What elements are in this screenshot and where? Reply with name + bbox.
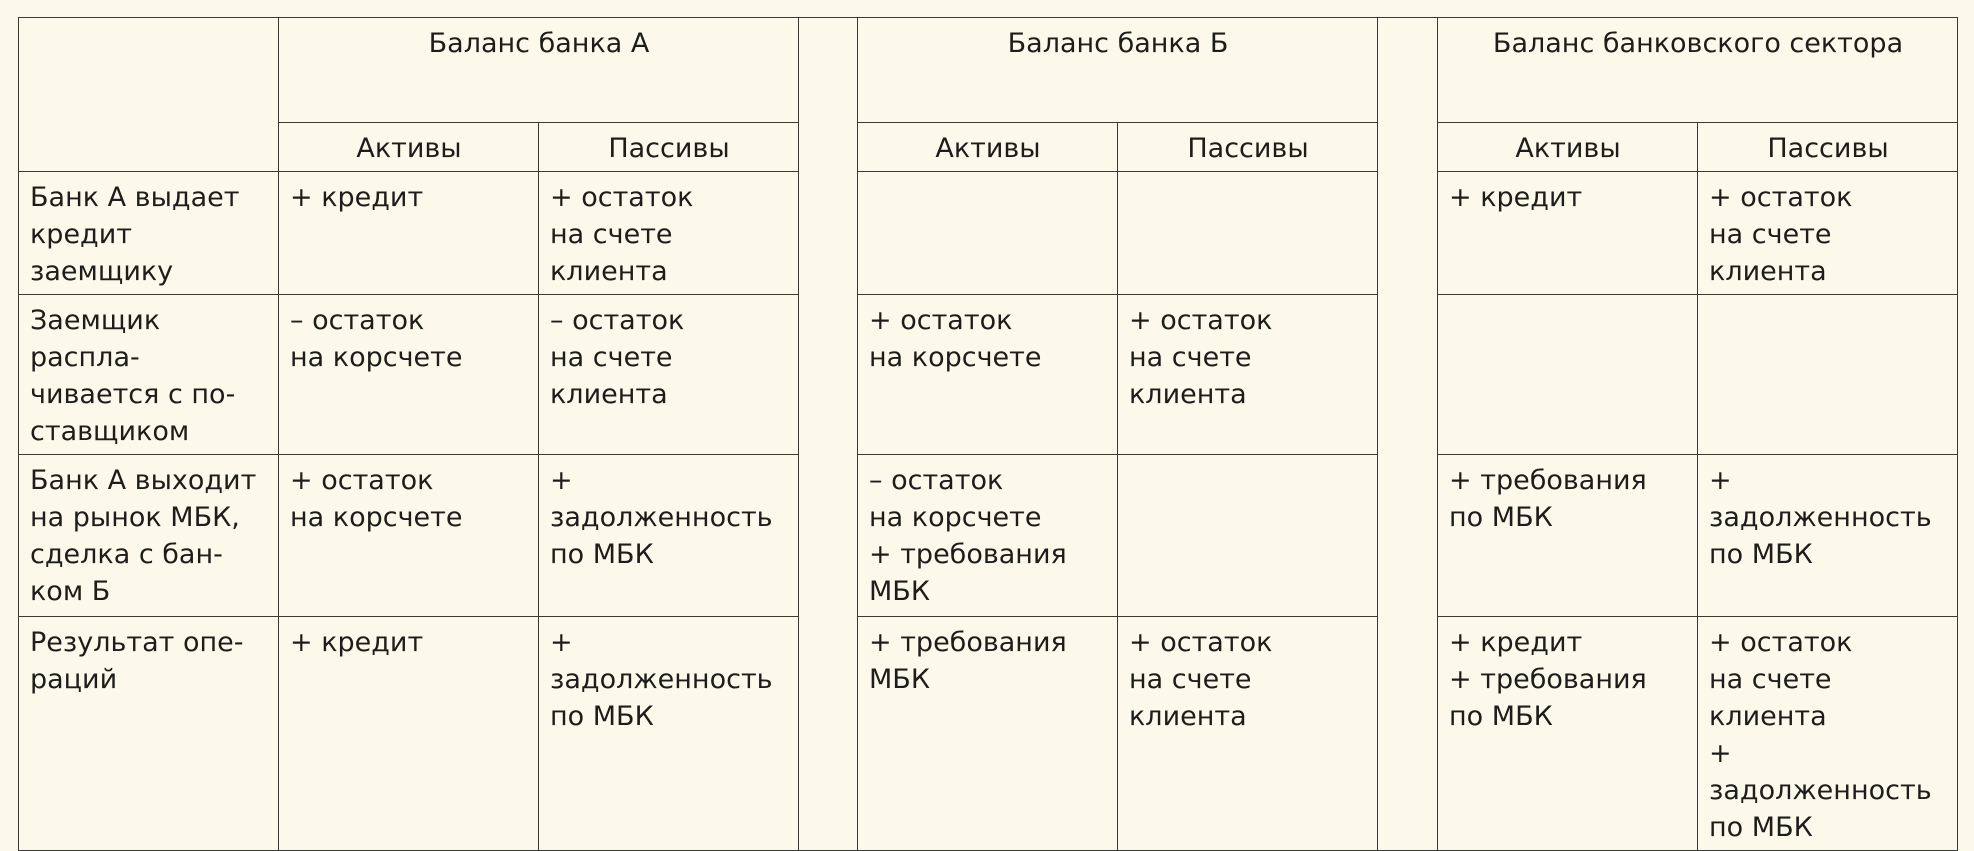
- bank-a-liabilities-cell: + задолженность по МБК: [539, 455, 799, 617]
- bank-b-assets-cell: – остаток на корсчете + требования МБК: [858, 455, 1118, 617]
- sector-assets-cell: + кредит + требования по МБК: [1438, 617, 1698, 851]
- bank-b-liabilities-cell: + остаток на счете клиента: [1118, 617, 1378, 851]
- operation-label: Банк А выходит на рынок МБК, сделка с бан- ком Б: [19, 455, 279, 617]
- bank-a-assets-cell: + кредит: [279, 172, 539, 295]
- bank-b-liabilities-cell: [1118, 172, 1378, 295]
- operation-label: Заемщик распла- чивается с по- ставщиком: [19, 295, 279, 455]
- bank-b-assets-cell: + требования МБК: [858, 617, 1118, 851]
- bank-a-assets-header: Активы: [279, 123, 539, 172]
- table-row: [19, 172, 1958, 295]
- sector-liabilities-cell: + остаток на счете клиента: [1698, 172, 1958, 295]
- bank-b-liabilities-cell: + остаток на счете клиента: [1118, 295, 1378, 455]
- sector-liabilities-cell: + остаток на счете клиента + задолженность по МБК: [1698, 617, 1958, 851]
- sector-liabilities-cell: [1698, 295, 1958, 455]
- corner-cell: [19, 18, 279, 172]
- group-header-row: [19, 18, 1958, 123]
- bank-a-assets-cell: – остаток на корсчете: [279, 295, 539, 455]
- group-title-bank-a: Баланс банка А: [279, 18, 799, 123]
- bank-b-assets-cell: + остаток на корсчете: [858, 295, 1118, 455]
- column-gap: [799, 18, 858, 851]
- bank-a-liabilities-cell: – остаток на счете клиента: [539, 295, 799, 455]
- table-row: [19, 455, 1958, 617]
- sector-liabilities-header: Пассивы: [1698, 123, 1958, 172]
- bank-b-assets-header: Активы: [858, 123, 1118, 172]
- operation-label: Банк А выдает кредит заемщику: [19, 172, 279, 295]
- operation-label: Результат опе- раций: [19, 617, 279, 851]
- group-title-banking-sector: Баланс банковского сектора: [1438, 18, 1958, 123]
- bank-b-liabilities-header: Пассивы: [1118, 123, 1378, 172]
- bank-a-liabilities-cell: + остаток на счете клиента: [539, 172, 799, 295]
- bank-b-liabilities-cell: [1118, 455, 1378, 617]
- bank-a-liabilities-header: Пассивы: [539, 123, 799, 172]
- sector-assets-cell: + кредит: [1438, 172, 1698, 295]
- bank-a-liabilities-cell: + задолженность по МБК: [539, 617, 799, 851]
- sector-liabilities-cell: + задолженность по МБК: [1698, 455, 1958, 617]
- column-gap: [1378, 18, 1438, 851]
- group-title-bank-b: Баланс банка Б: [858, 18, 1378, 123]
- bank-b-assets-cell: [858, 172, 1118, 295]
- balance-table: [18, 17, 1958, 851]
- bank-a-assets-cell: + кредит: [279, 617, 539, 851]
- bank-a-assets-cell: + остаток на корсчете: [279, 455, 539, 617]
- sector-assets-cell: [1438, 295, 1698, 455]
- sector-assets-header: Активы: [1438, 123, 1698, 172]
- table-row: [19, 617, 1958, 851]
- sub-header-row: [19, 123, 1958, 172]
- table-row: [19, 295, 1958, 455]
- sector-assets-cell: + требования по МБК: [1438, 455, 1698, 617]
